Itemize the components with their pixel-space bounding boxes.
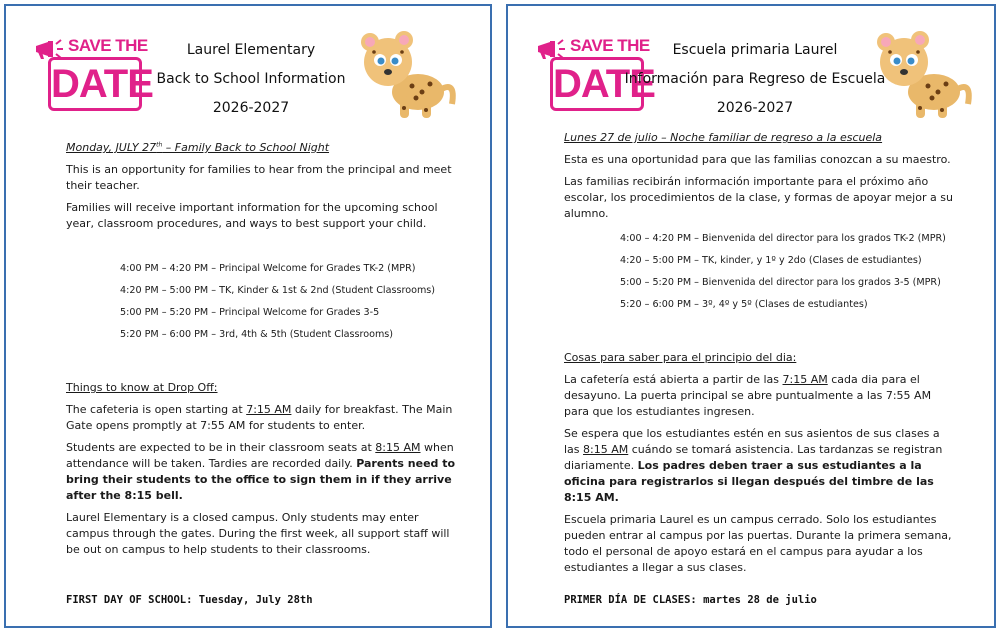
save-the-text: SAVE THE — [68, 36, 148, 55]
schedule-item: 5:00 – 5:20 PM – Bienvenida del director para los grados 3-5 (MPR) — [620, 277, 941, 288]
flyer-body — [66, 140, 456, 564]
schedule-item: 5:20 – 6:00 PM – 3º, 4º y 5º (Clases de estudiantes) — [620, 299, 868, 310]
english-flyer-page — [4, 4, 492, 628]
schedule-item: 4:00 – 4:20 PM – Bienvenida del director para los grados TK-2 (MPR) — [620, 233, 946, 244]
info-paragraph: Families will receive important information for the upcoming school year, classroom procedures, and ways to best support your child. — [66, 201, 438, 230]
schedule-list — [620, 232, 954, 312]
cafeteria-paragraph: The cafeteria is open starting at 7:15 AM daily for breakfast. The Main Gate opens promptly at 7:55 AM for students to enter. — [66, 403, 453, 432]
closed-campus-paragraph: Laurel Elementary is a closed campus. Only students may enter campus through the gates. During the first week, all support staff will be out on campus to help students to their classrooms. — [66, 511, 450, 556]
schedule-item: 5:20 PM – 6:00 PM – 3rd, 4th & 5th (Student Classrooms) — [120, 329, 394, 340]
school-name: Laurel Elementary — [186, 42, 316, 58]
attendance-paragraph: Students are expected to be in their classroom seats at 8:15 AM when attendance will be taken. Tardies are recorded daily. Parents need to bring their students to the office to sign them in if they arrive after the 8:15 bell. — [66, 441, 456, 502]
night-title: Monday, JULY 27th – Family Back to School Night — [66, 141, 330, 154]
cafeteria-paragraph: La cafetería está abierta a partir de las 7:15 AM cada dia para el desayuno. La puerta principal se abre puntualmente a las 7:55 AM para que los estudiantes ingresen. — [564, 373, 932, 418]
flyer-title: Back to School Information — [156, 71, 346, 87]
first-day-text: FIRST DAY OF SCHOOL: Tuesday, July 28th — [66, 594, 313, 606]
night-title: Lunes 27 de julio – Noche familiar de regreso a la escuela — [564, 131, 883, 144]
flyer-title: Información para Regreso de Escuela — [624, 71, 886, 87]
date-text: DATE — [51, 62, 153, 106]
attendance-paragraph: Se espera que los estudiantes estén en sus asientos de sus clases a las 8:15 AM cuándo se tomará asistencia. Las tardanzas se registran diariamente. Los padres deben traer a sus estudiantes a la oficina para registrarlos si llegan después del timbre de las 8:15 AM. — [564, 427, 943, 504]
drop-off-title: Cosas para saber para el principio del dia: — [564, 351, 797, 364]
school-year: 2026-2027 — [716, 100, 794, 116]
flyer-header — [620, 36, 890, 123]
date-text: DATE — [553, 62, 655, 106]
leopard-mascot-image — [356, 30, 460, 122]
intro-paragraph: Esta es una oportunidad para que las familias conozcan a su maestro. — [564, 153, 951, 166]
school-year: 2026-2027 — [212, 100, 290, 116]
schedule-item: 4:20 – 5:00 PM – TK, kinder, y 1º y 2do (Clases de estudiantes) — [620, 255, 922, 266]
closed-campus-paragraph: Escuela primaria Laurel es un campus cerrado. Solo los estudiantes pueden entrar al campus por las puertas. Durante la primera semana, todo el personal de apoyo estará en el campus para ayudar a los estudiantes a llegar a sus clases. — [564, 513, 952, 574]
schedule-item: 4:20 PM – 5:00 PM – TK, Kinder & 1st & 2nd (Student Classrooms) — [120, 285, 436, 296]
flyer-header — [146, 36, 356, 123]
drop-off-title: Things to know at Drop Off: — [66, 381, 218, 394]
schedule-list — [120, 262, 456, 342]
flyer-body — [564, 130, 954, 582]
schedule-item: 4:00 PM – 4:20 PM – Principal Welcome for Grades TK-2 (MPR) — [120, 263, 416, 274]
schedule-item: 5:00 PM – 5:20 PM – Principal Welcome for Grades 3-5 — [120, 307, 380, 318]
intro-paragraph: This is an opportunity for families to hear from the principal and meet their teacher. — [66, 163, 452, 192]
spanish-flyer-page — [506, 4, 996, 628]
save-the-text: SAVE THE — [570, 36, 650, 55]
leopard-mascot-image — [872, 30, 976, 122]
date-box — [48, 57, 153, 111]
first-day-text: PRIMER DÍA DE CLASES: martes 28 de julio — [564, 594, 817, 606]
info-paragraph: Las familias recibirán información importante para el próximo año escolar, los procedimientos de la clase, y formas de apoyar mejor a su alumno. — [564, 175, 953, 220]
school-name: Escuela primaria Laurel — [672, 42, 838, 58]
save-the-date-badge — [34, 36, 152, 116]
